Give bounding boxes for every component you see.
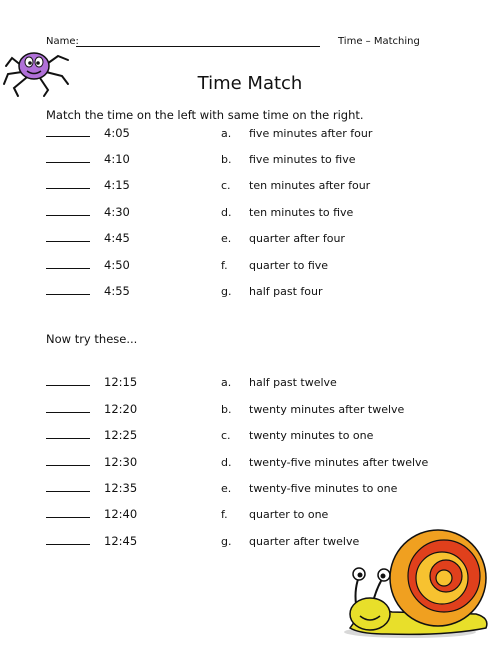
time-phrase: twenty minutes to one	[249, 429, 374, 442]
time-value: 12:35	[104, 481, 138, 495]
answer-blank[interactable]	[46, 162, 90, 163]
time-value: 4:15	[104, 178, 130, 192]
time-phrase: quarter after four	[249, 232, 345, 245]
match-row	[0, 284, 500, 300]
answer-blank[interactable]	[46, 438, 90, 439]
option-letter: e.	[221, 482, 232, 495]
time-phrase: five minutes after four	[249, 127, 373, 140]
name-field[interactable]	[76, 46, 320, 47]
option-letter: d.	[221, 456, 232, 469]
answer-blank[interactable]	[46, 491, 90, 492]
time-value: 12:15	[104, 375, 138, 389]
time-phrase: quarter to one	[249, 508, 329, 521]
match-row	[0, 205, 500, 221]
time-value: 12:40	[104, 507, 138, 521]
worksheet-label: Time – Matching	[338, 36, 420, 47]
option-letter: b.	[221, 153, 232, 166]
time-phrase: quarter to five	[249, 259, 329, 272]
time-phrase: twenty minutes after twelve	[249, 403, 405, 416]
answer-blank[interactable]	[46, 385, 90, 386]
time-value: 12:30	[104, 455, 138, 469]
answer-blank[interactable]	[46, 215, 90, 216]
time-value: 4:50	[104, 258, 130, 272]
time-phrase: twenty-five minutes after twelve	[249, 456, 429, 469]
option-letter: a.	[221, 376, 232, 389]
option-letter: d.	[221, 206, 232, 219]
option-letter: g.	[221, 285, 232, 298]
time-phrase: twenty-five minutes to one	[249, 482, 398, 495]
option-letter: b.	[221, 403, 232, 416]
answer-blank[interactable]	[46, 544, 90, 545]
time-value: 12:45	[104, 534, 138, 548]
match-row	[0, 178, 500, 194]
time-phrase: half past twelve	[249, 376, 337, 389]
time-phrase: ten minutes to five	[249, 206, 354, 219]
match-row	[0, 481, 500, 497]
option-letter: f.	[221, 508, 228, 521]
time-value: 4:45	[104, 231, 130, 245]
match-row	[0, 258, 500, 274]
time-value: 12:20	[104, 402, 138, 416]
option-letter: c.	[221, 179, 231, 192]
answer-blank[interactable]	[46, 294, 90, 295]
match-row	[0, 455, 500, 471]
name-label: Name:	[46, 36, 79, 47]
answer-blank[interactable]	[46, 136, 90, 137]
answer-blank[interactable]	[46, 412, 90, 413]
section2-instruction: Now try these...	[46, 332, 138, 346]
time-phrase: ten minutes after four	[249, 179, 371, 192]
match-row	[0, 152, 500, 168]
time-phrase: five minutes to five	[249, 153, 356, 166]
answer-blank[interactable]	[46, 517, 90, 518]
time-value: 12:25	[104, 428, 138, 442]
answer-blank[interactable]	[46, 268, 90, 269]
match-row	[0, 126, 500, 142]
section1-instruction: Match the time on the left with same time on the right.	[46, 108, 364, 122]
time-value: 4:30	[104, 205, 130, 219]
answer-blank[interactable]	[46, 465, 90, 466]
time-phrase: quarter after twelve	[249, 535, 360, 548]
option-letter: c.	[221, 429, 231, 442]
option-letter: f.	[221, 259, 228, 272]
option-letter: e.	[221, 232, 232, 245]
option-letter: a.	[221, 127, 232, 140]
option-letter: g.	[221, 535, 232, 548]
match-row	[0, 402, 500, 418]
time-value: 4:05	[104, 126, 130, 140]
time-value: 4:10	[104, 152, 130, 166]
answer-blank[interactable]	[46, 241, 90, 242]
snail-icon	[326, 518, 498, 642]
answer-blank[interactable]	[46, 188, 90, 189]
match-row	[0, 231, 500, 247]
time-phrase: half past four	[249, 285, 323, 298]
match-row	[0, 375, 500, 391]
time-value: 4:55	[104, 284, 130, 298]
page-title: Time Match	[197, 73, 303, 94]
match-row	[0, 428, 500, 444]
